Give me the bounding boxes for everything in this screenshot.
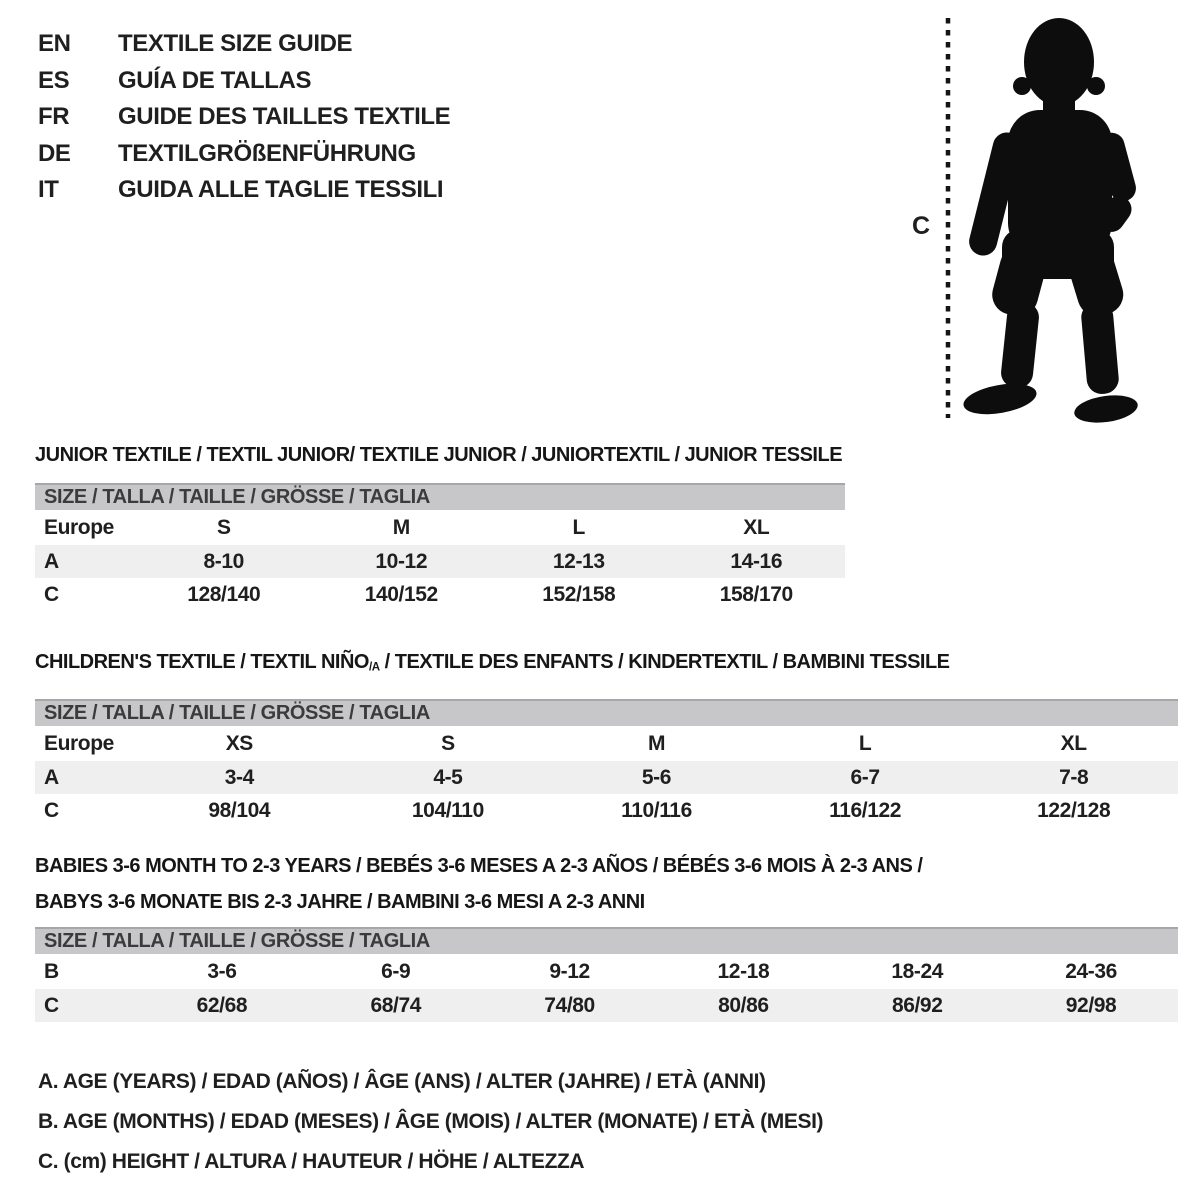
language-code: EN (38, 30, 71, 57)
table-cell: 6-9 (381, 960, 411, 983)
table-cell: 86/92 (891, 994, 943, 1017)
table-row (35, 578, 845, 611)
toddler-silhouette (961, 18, 1139, 424)
table-cell: 110/116 (621, 798, 692, 822)
size-table-rows (35, 726, 1178, 827)
guide-title: GUIDE DES TAILLES TEXTILE (118, 103, 451, 130)
section-title (35, 644, 1178, 686)
table-cell: 14-16 (730, 550, 783, 573)
legend-line: B. AGE (MONTHS) / EDAD (MESES) / ÂGE (MOIS) / ALTER (MONATE) / ETÀ (MESI) (38, 1110, 824, 1133)
language-row (38, 172, 450, 209)
table-row (35, 954, 1178, 989)
table-cell: 98/104 (208, 798, 271, 822)
table-cell: S (441, 731, 455, 755)
table-cell: 24-36 (1065, 960, 1117, 983)
table-row (35, 989, 1178, 1022)
section-title-line: BABYS 3-6 MONATE BIS 2-3 JAHRE / BAMBINI 3-6 MESI A 2-3 ANNI (35, 891, 645, 913)
language-row (38, 136, 450, 173)
language-code: DE (38, 139, 71, 167)
height-measure-label: C (912, 212, 930, 240)
table-row (35, 545, 845, 578)
size-table (35, 699, 1178, 827)
table-cell: XL (743, 516, 770, 539)
section-title (35, 848, 1178, 920)
table-cell: 12-18 (717, 960, 770, 983)
table-cell: 3-4 (224, 765, 254, 789)
size-table-rows (35, 510, 845, 611)
table-cell: 18-24 (891, 960, 944, 983)
table-cell: 116/122 (829, 798, 902, 822)
size-header: SIZE / TALLA / TAILLE / GRÖSSE / TAGLIA (35, 483, 845, 510)
table-cell: 158/170 (719, 583, 793, 606)
table-cell: L (858, 731, 872, 755)
table-cell: 5-6 (641, 765, 672, 789)
section-title (35, 437, 845, 473)
table-cell: 12-13 (552, 550, 605, 573)
height-figure (912, 12, 1150, 426)
table-row (35, 761, 1178, 794)
row-label: Europe (44, 731, 114, 755)
table-cell: 68/74 (370, 994, 422, 1017)
size-header: SIZE / TALLA / TAILLE / GRÖSSE / TAGLIA (35, 699, 1178, 726)
table-cell: XS (225, 731, 253, 755)
guide-title: GUÍA DE TALLAS (118, 66, 312, 94)
row-label: A (44, 550, 59, 573)
table-cell: 7-8 (1059, 765, 1089, 789)
table-cell: L (572, 516, 585, 539)
toddler-silhouette-icon (940, 14, 1148, 424)
table-cell: 80/86 (718, 994, 769, 1017)
section-title-line: JUNIOR TEXTILE / TEXTIL JUNIOR/ TEXTILE JUNIOR / JUNIORTEXTIL / JUNIOR TESSILE (35, 444, 843, 466)
language-code: IT (38, 176, 59, 203)
size-header: SIZE / TALLA / TAILLE / GRÖSSE / TAGLIA (35, 927, 1178, 954)
table-cell: M (392, 516, 410, 539)
table-cell: 8-10 (203, 550, 244, 573)
legend-list (38, 1062, 823, 1182)
table-cell: 140/152 (364, 583, 438, 606)
table-cell: 128/140 (187, 583, 261, 606)
table-cell: 152/158 (542, 583, 616, 606)
section-title-line: CHILDREN'S TEXTILE / TEXTIL $NIÑO_{/A}$ / TEXTILE DES ENFANTS / KINDERTEXTIL / BAMBINI TESSILE (35, 651, 950, 674)
table-row (35, 510, 845, 545)
language-code: FR (38, 103, 70, 130)
language-code: ES (38, 66, 70, 94)
size-table-rows (35, 954, 1178, 1022)
language-row (38, 99, 450, 136)
row-label: C (44, 994, 59, 1017)
table-cell: 3-6 (207, 960, 237, 983)
table-cell: 6-7 (850, 765, 880, 789)
language-row (38, 63, 450, 100)
table-cell: S (216, 516, 231, 539)
size-table (35, 483, 845, 611)
table-cell: 10-12 (375, 550, 428, 573)
table-cell: 74/80 (544, 994, 595, 1017)
guide-title: GUIDA ALLE TAGLIE TESSILI (118, 176, 444, 203)
table-cell: 62/68 (196, 994, 248, 1017)
guide-title: TEXTILE SIZE GUIDE (118, 30, 353, 57)
section-title-line: BABIES 3-6 MONTH TO 2-3 YEARS / BEBÉS 3-6 MESES A 2-3 AÑOS / BÉBÉS 3-6 MOIS À 2-3 ANS / (35, 855, 923, 877)
table-row (35, 726, 1178, 761)
row-label: C (44, 798, 59, 822)
table-cell: 104/110 (411, 798, 484, 822)
table-row (35, 794, 1178, 827)
section-childrens-textile (35, 644, 1178, 827)
legend-line: C. (cm) HEIGHT / ALTURA / HAUTEUR / HÖHE / ALTEZZA (38, 1150, 585, 1173)
language-title-list (38, 26, 450, 209)
table-cell: XL (1060, 731, 1087, 755)
row-label: C (44, 583, 59, 606)
legend-line: A. AGE (YEARS) / EDAD (AÑOS) / ÂGE (ANS) / ALTER (JAHRE) / ETÀ (ANNI) (38, 1070, 766, 1093)
table-cell: 4-5 (433, 765, 463, 789)
section-junior-textile (35, 437, 845, 611)
row-label: Europe (44, 516, 114, 539)
row-label: B (44, 960, 59, 983)
section-babies (35, 848, 1178, 1022)
size-table (35, 927, 1178, 1022)
row-label: A (44, 765, 59, 789)
guide-title: TEXTILGRÖßENFÜHRUNG (118, 139, 416, 167)
table-cell: M (647, 731, 666, 755)
table-cell: 9-12 (549, 960, 590, 983)
table-cell: 122/128 (1037, 798, 1111, 822)
table-cell: 92/98 (1065, 994, 1117, 1017)
language-row (38, 26, 450, 63)
